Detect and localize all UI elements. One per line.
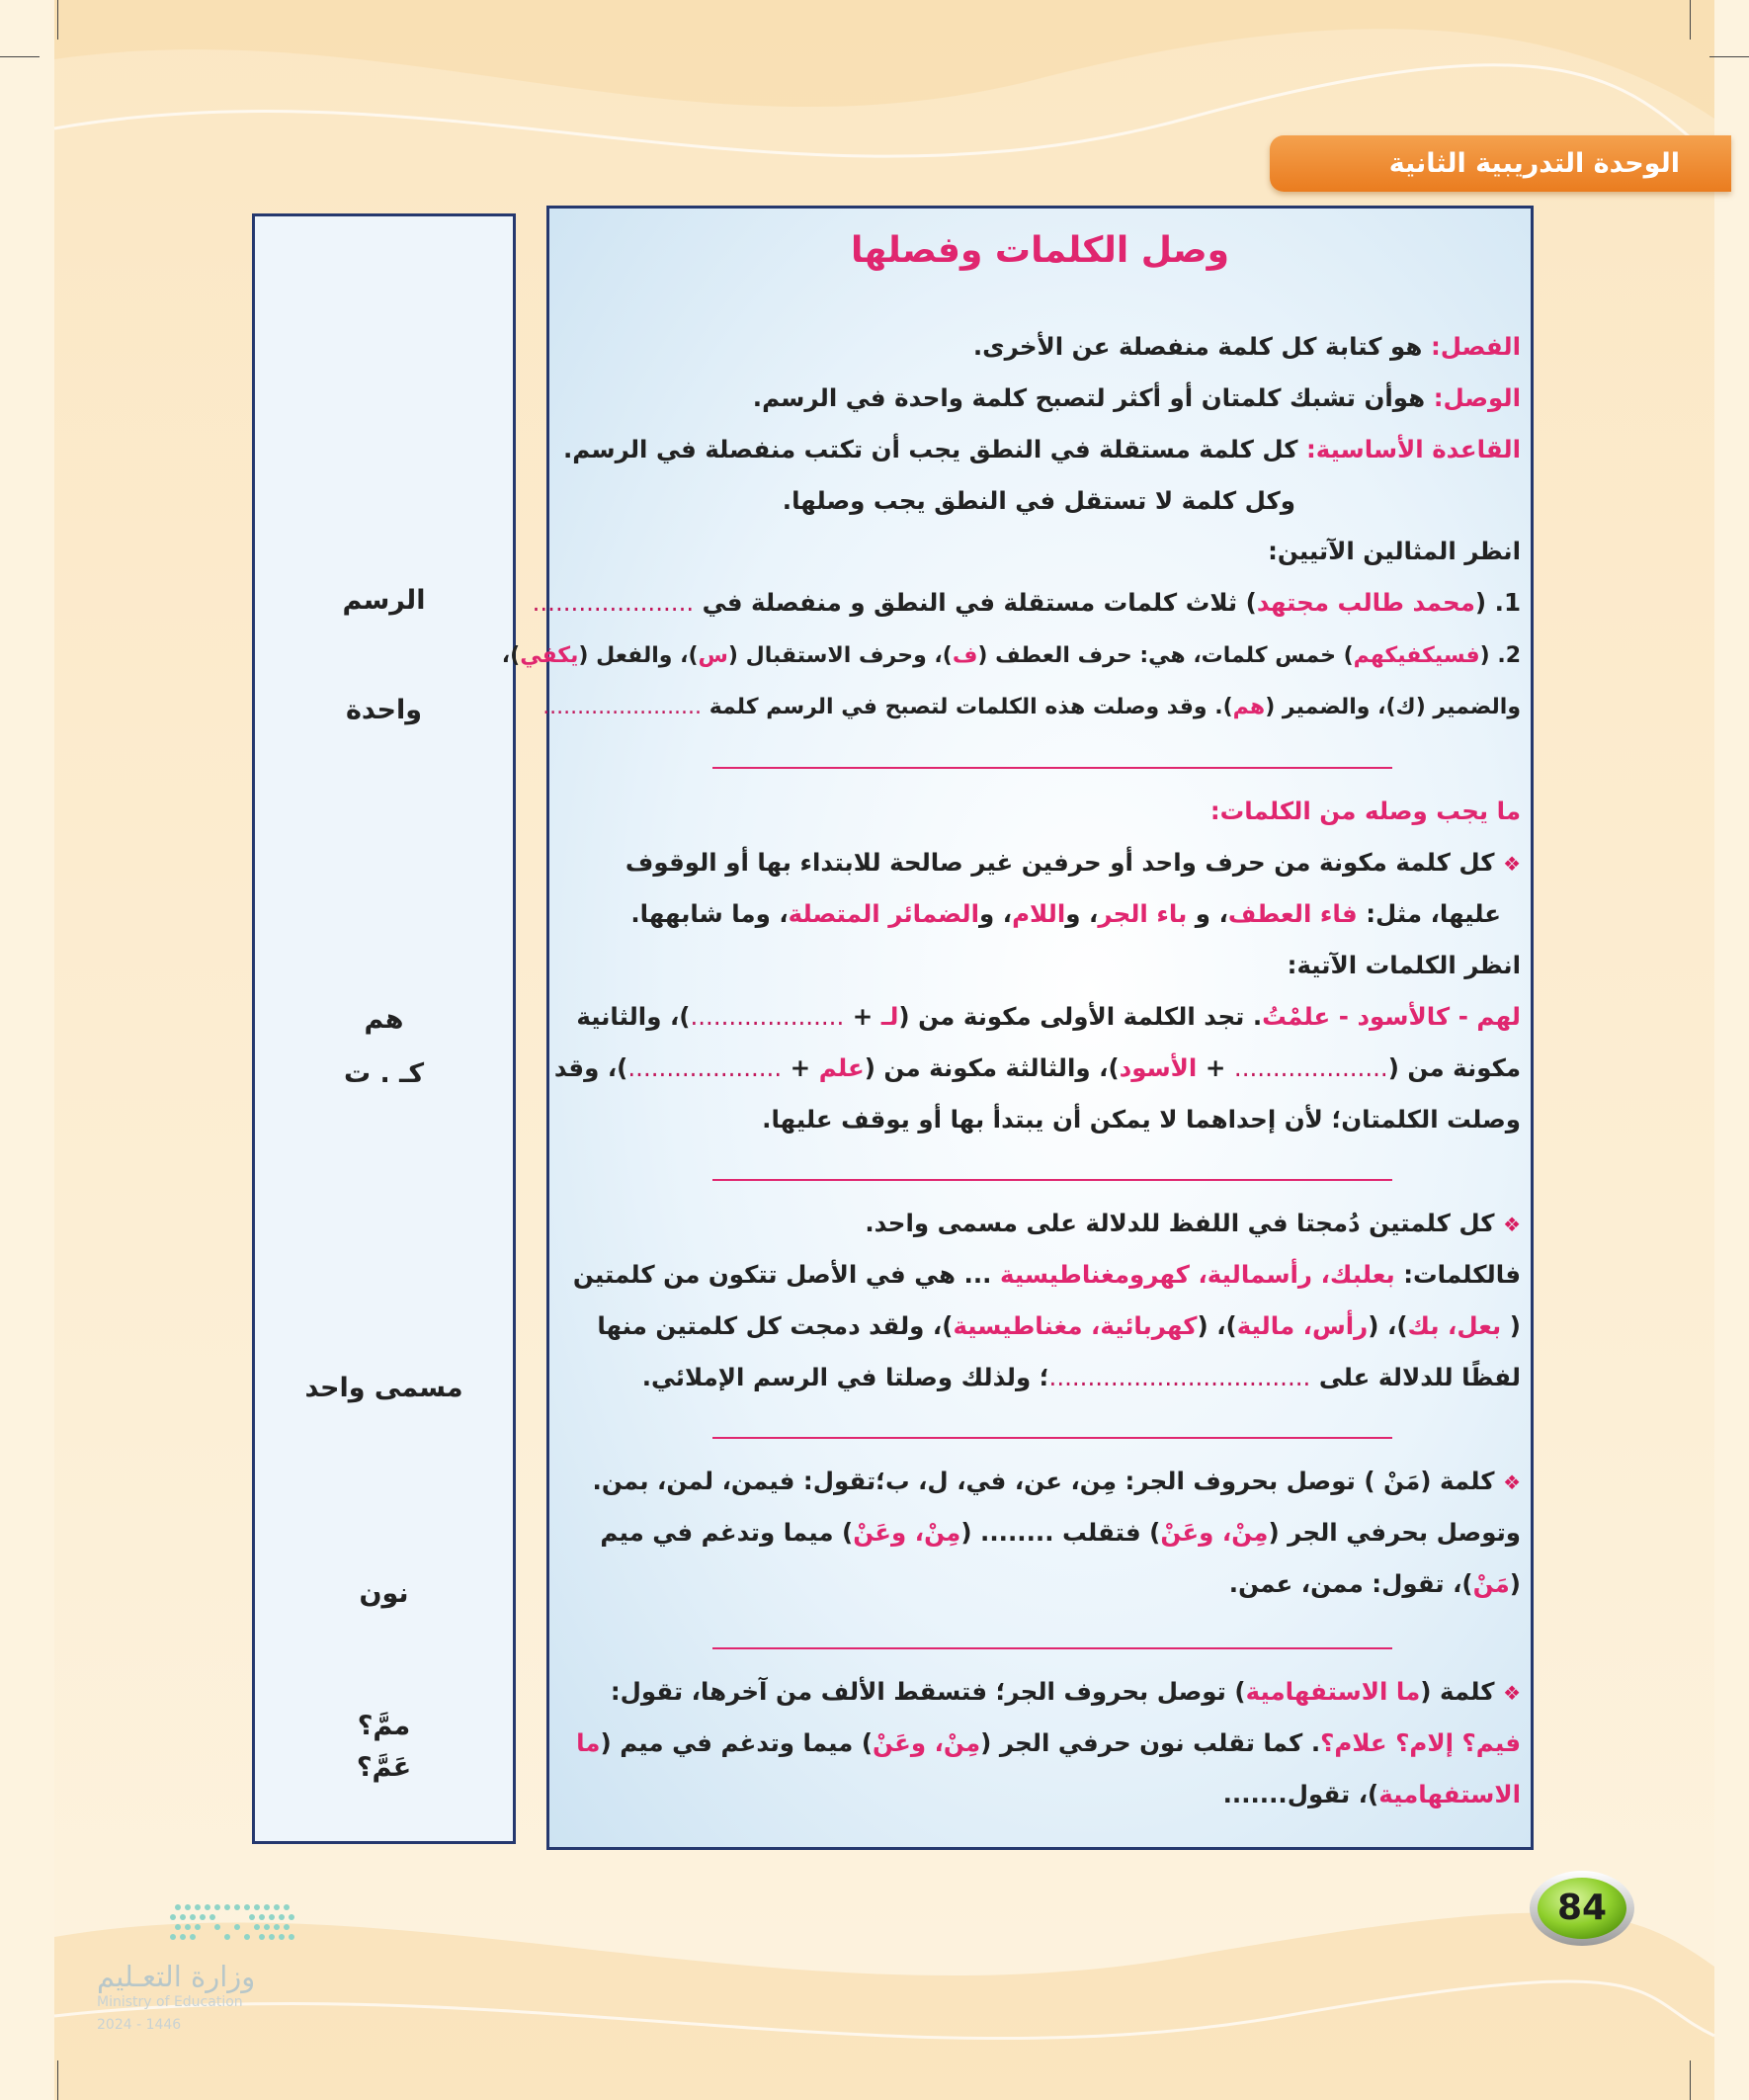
ex2-t6: ). وقد وصلت هذه الكلمات لتصبح في الرسم كلمة [702, 695, 1233, 719]
s1-k3: اللام [1012, 899, 1066, 928]
answer-wahida: واحدة [345, 695, 423, 725]
ex2-t4: )، [501, 643, 521, 668]
s2-c2: )، ( [1368, 1311, 1408, 1340]
s1-k4: الضمائر المتصلة [788, 899, 980, 928]
bullet-icon: ❖ [1503, 852, 1521, 876]
rule-2-line-2 [562, 1258, 1521, 1292]
s1-k2: باء الجر [1098, 899, 1188, 928]
ex2-t2: )، وحرف الاستقبال ( [727, 643, 953, 668]
lesson-panel [501, 206, 1534, 1850]
bullet-icon: ❖ [1503, 1213, 1521, 1236]
section-divider [712, 1437, 1392, 1439]
definition-rule [562, 433, 1521, 466]
ex2-blank: ....................... [542, 695, 703, 719]
crop-mark [57, 0, 58, 40]
examples-intro: انظر المثالين الآتيين: [1268, 537, 1521, 565]
rule-1-intro: انظر الكلمات الآتية: [1287, 951, 1521, 979]
rule-4-line-2 [562, 1726, 1521, 1760]
s1-l: لـ [880, 1002, 899, 1031]
rule-3-line-1 [562, 1465, 1521, 1499]
s4-p1: ما الاستفهامية [1245, 1677, 1421, 1706]
ex1-blank: ..................... [532, 588, 695, 617]
s4-c1: الاستفهامية [1378, 1780, 1521, 1808]
answer-mimma: ممَّ؟ [357, 1711, 411, 1741]
ex2-t5: والضمير (ك)، والضمير ( [1265, 695, 1521, 719]
rule-1-example-line-2 [553, 1051, 1521, 1085]
rule-4-line-3 [562, 1778, 1521, 1811]
rule-3-line-2 [562, 1516, 1521, 1550]
s1-d2: + [1197, 1053, 1234, 1082]
ex2-num: 2. ( [1479, 643, 1521, 668]
crop-mark [0, 56, 40, 57]
s2-b1: فالكلمات: [1394, 1260, 1521, 1289]
rule-2-line-1 [562, 1207, 1521, 1241]
answer-musamma: مسمى واحد [304, 1373, 463, 1403]
s2-p2: رأس، مالية [1236, 1311, 1369, 1340]
s2-c3: )، ( [1197, 1311, 1237, 1340]
s4-a1: كلمة ( [1420, 1677, 1504, 1706]
s3-b3: ) ميما وتدغم في ميم [600, 1518, 854, 1547]
s1-b1: عليها، مثل: [1357, 899, 1501, 928]
section-divider [712, 1647, 1392, 1649]
crop-mark [57, 2060, 58, 2100]
ministry-year: 2024 - 1446 [97, 2017, 182, 2033]
term-rule: القاعدة الأساسية: [1306, 435, 1521, 463]
answer-noon: نون [359, 1578, 409, 1609]
s2-c4: )، ولقد دمجت كل كلمتين منها [597, 1311, 954, 1340]
s4-p2: مِنْ، وعَنْ [873, 1728, 981, 1757]
s3-b2: ) فتقلب ........ ( [960, 1518, 1161, 1547]
definition-fasl [562, 330, 1521, 364]
s3-c1: ( [1509, 1569, 1521, 1598]
crop-mark [1690, 2060, 1691, 2100]
s1-d1: مكونة من ( [1387, 1053, 1521, 1082]
rule-2-line-4 [562, 1361, 1521, 1394]
answer-amma: عَمَّ؟ [356, 1752, 412, 1783]
s1-dots1: .................... [690, 1002, 845, 1031]
s1-ilm: علم [818, 1053, 865, 1082]
ex2-hum: هم [1232, 695, 1266, 719]
s4-p3: ما [576, 1728, 601, 1757]
s1-b5: ، وما شابهها. [630, 899, 789, 928]
ex2-fa: ف [952, 643, 978, 668]
s3-p3: مَنْ [1472, 1569, 1510, 1598]
ex2-word: فسيكفيكهم [1353, 643, 1480, 668]
s2-a: كل كلمتين دُمجتا في اللفظ للدلالة على مسمى واحد. [865, 1209, 1504, 1237]
ex1-text: ) ثلاث كلمات مستقلة في النطق و منفصلة في [694, 588, 1257, 617]
s1-d5: )، وقد [553, 1053, 628, 1082]
crop-mark [1690, 0, 1691, 40]
term-wasl: الوصل: [1433, 383, 1521, 412]
s1-b4: ، و [979, 899, 1013, 928]
s3-b1: وتوصل بحرفي الجر ( [1268, 1518, 1521, 1547]
ministry-name-en: Ministry of Education [97, 1994, 243, 2010]
rule-1-example-line-1 [562, 1000, 1521, 1034]
s1-dots2: .................... [1233, 1053, 1388, 1082]
ex2-sin: س [698, 643, 728, 668]
s1-k1: فاء العطف [1227, 899, 1358, 928]
section-divider [712, 1179, 1392, 1181]
must-join-title: ما يجب وصله من الكلمات: [1209, 797, 1521, 825]
crop-mark [1709, 56, 1749, 57]
answer-rasm: الرسم [342, 585, 426, 616]
s3-p2: مِنْ، وعَنْ [853, 1518, 961, 1547]
s3-a: كلمة (مَنْ ) توصل بحروف الجر: مِن، عن، في، ل، ب؛تقول: فيمن، لمن، بمن. [592, 1467, 1504, 1495]
def-wasl: هوأن تشبك كلمتان أو أكثر لتصبح كلمة واحدة في الرسم. [752, 383, 1434, 412]
def-fasl: هو كتابة كل كلمة منفصلة عن الأخرى. [972, 332, 1431, 361]
definition-wasl [562, 381, 1521, 415]
ex2-t1: ) خمس كلمات، هي: حرف العطف ( [977, 643, 1354, 668]
rule-2-line-3 [562, 1309, 1521, 1343]
s1-b3: ، و [1065, 899, 1099, 928]
ex1-num: 1. ( [1474, 588, 1521, 617]
answer-hum: هم [364, 1004, 404, 1035]
section-divider [712, 767, 1392, 769]
s2-dots: .................................. [1048, 1363, 1311, 1391]
s4-b1: . كما تقلب نون حرفي الجر ( [980, 1728, 1321, 1757]
answer-kaf-ta: كـ . ت [343, 1058, 425, 1089]
s4-c2: )، تقول....... [1222, 1780, 1379, 1808]
rule-4-line-1 [562, 1675, 1521, 1710]
example-2-line-1 [501, 639, 1521, 673]
s1-d3: )، والثالثة مكونة من ( [864, 1053, 1120, 1082]
unit-header-tab [1270, 135, 1731, 192]
s2-c1: ( [1501, 1311, 1521, 1340]
lesson-title: وصل الكلمات وفصلها [850, 230, 1230, 271]
page-number: 84 [1556, 1888, 1608, 1928]
unit-header-label: الوحدة التدريبية الثانية [1388, 148, 1680, 179]
ministry-name-ar: وزارة التعـليم [97, 1960, 256, 1993]
s2-p3: كهربائية، مغناطيسية [953, 1311, 1198, 1340]
s2-words: بعلبك، رأسمالية، كهرومغناطيسية [999, 1260, 1395, 1289]
answers-panel [252, 213, 516, 1844]
s2-d2: ؛ ولذلك وصلتا في الرسم الإملائي. [641, 1363, 1049, 1391]
s4-b2: ) ميما وتدغم في ميم ( [600, 1728, 874, 1757]
bullet-icon: ❖ [1503, 1681, 1521, 1705]
s1-c2: + [844, 1002, 881, 1031]
s4-a2: ) توصل بحروف الجر؛ فتسقط الألف من آخرها، تقول: [610, 1677, 1246, 1706]
term-fasl: الفصل: [1430, 332, 1521, 361]
rule-3-line-3 [562, 1567, 1521, 1601]
rule-1-line-1 [562, 846, 1521, 881]
bullet-icon: ❖ [1503, 1470, 1521, 1494]
s1-d4: + [782, 1053, 819, 1082]
s2-b2: ... هي في الأصل تتكون من كلمتين [572, 1260, 1000, 1289]
s1-a: كل كلمة مكونة من حرف واحد أو حرفين غير صالحة للابتداء بها أو الوقوف [625, 848, 1504, 877]
s1-b2: ، و [1187, 899, 1228, 928]
example-2-line-2 [542, 691, 1521, 724]
ex2-verb: يكفي [520, 643, 579, 668]
s2-p1: بعل، بك [1407, 1311, 1502, 1340]
s1-c1: . تجد الكلمة الأولى مكونة من ( [898, 1002, 1263, 1031]
s2-d1: لفظًا للدلالة على [1310, 1363, 1521, 1391]
ex1-words: محمد طالب مجتهد [1256, 588, 1475, 617]
s1-dots3: .................... [627, 1053, 783, 1082]
ex2-t3: )، والفعل ( [578, 643, 699, 668]
rule-1-example-line-3: وصلت الكلمتان؛ لأن إحداهما لا يمكن أن يبتدأ بها أو يوقف عليها. [762, 1105, 1521, 1134]
s3-c2: )، تقول: ممن، عمن. [1228, 1569, 1473, 1598]
s1-aswad: الأسود [1119, 1053, 1198, 1082]
example-1 [532, 586, 1521, 620]
s1-c3: )، والثانية [576, 1002, 691, 1031]
def-rule: كل كلمة مستقلة في النطق يجب أن تكتب منفصلة في الرسم. [562, 435, 1306, 463]
s4-q: فيم؟ إلام؟ علام؟ [1320, 1728, 1521, 1757]
rule-line-2: وكل كلمة لا تستقل في النطق يجب وصلها. [782, 486, 1295, 515]
rule-1-line-2 [542, 897, 1501, 931]
s1-words: لهم - كالأسود - علمْتُ [1262, 1002, 1521, 1031]
s3-p1: مِنْ، وعَنْ [1160, 1518, 1269, 1547]
